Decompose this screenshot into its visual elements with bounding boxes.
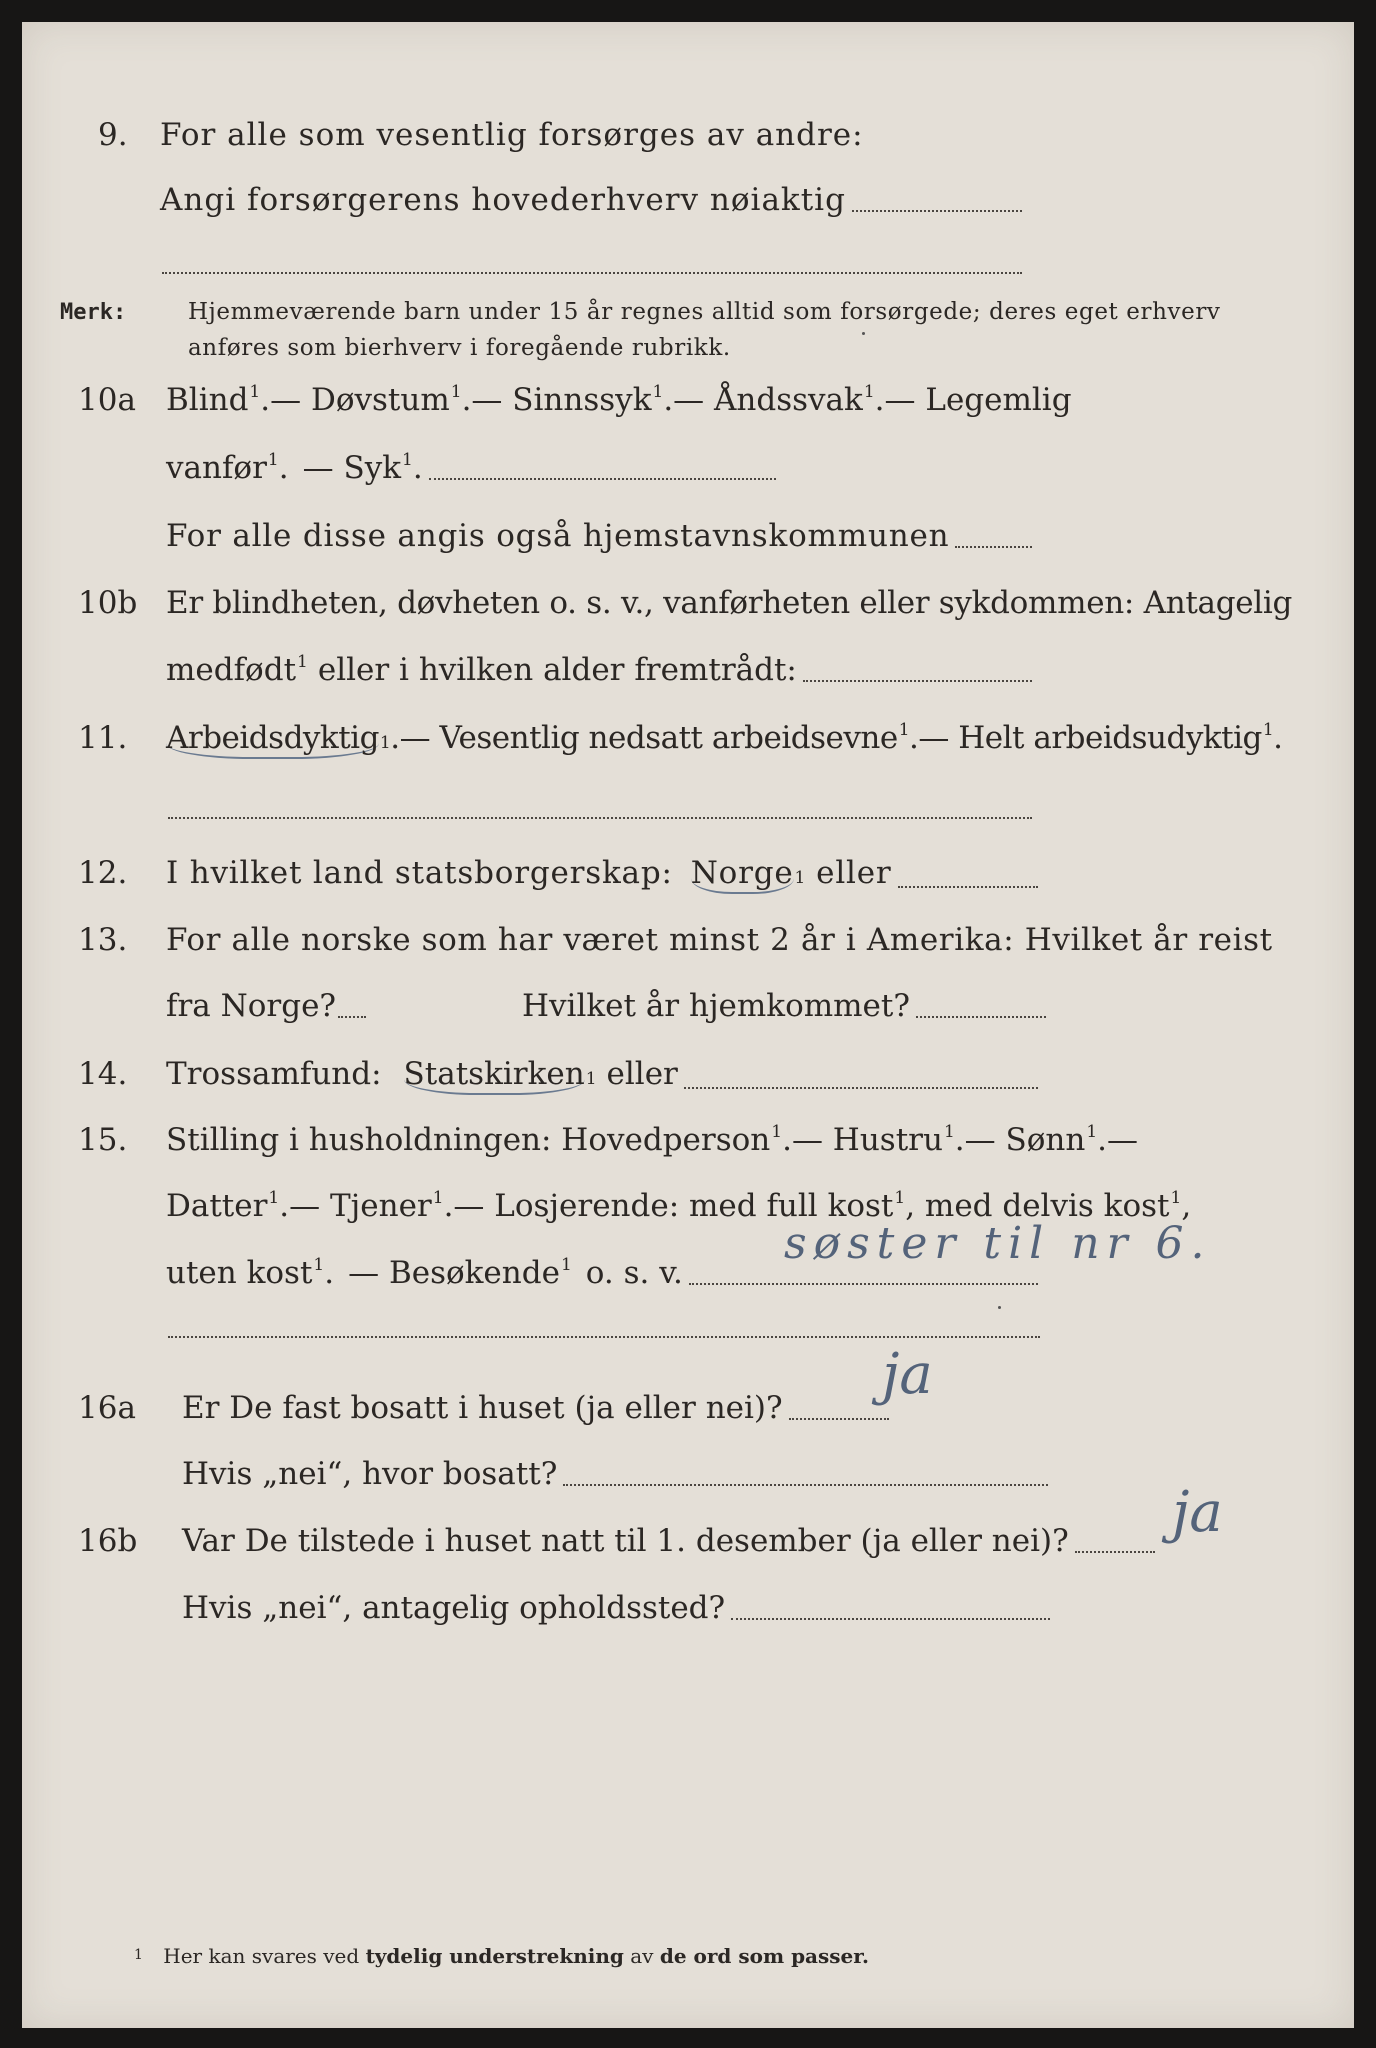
paper-speck xyxy=(998,1306,1001,1309)
q11-number: 11. xyxy=(78,720,128,756)
q13-fra-norge: fra Norge? xyxy=(166,988,337,1024)
q10b-line1-text: Er blindheten, døvheten o. s. v., vanførheten eller sykdommen: Antagelig xyxy=(166,585,1293,621)
option-tjener[interactable]: — Tjener$^1$. xyxy=(289,1188,454,1224)
q10a-line3 xyxy=(166,518,1032,554)
footnote-text-c: av xyxy=(630,1944,654,1968)
option-datter[interactable]: Datter$^1$. xyxy=(166,1188,290,1224)
q10b-number: 10b xyxy=(78,585,138,621)
q16b-line2 xyxy=(182,1590,1050,1626)
q15-dash: — xyxy=(1107,1122,1139,1158)
option-uten-kost[interactable]: uten kost$^1$. xyxy=(166,1255,335,1291)
option-norge-underlined[interactable]: Norge xyxy=(691,855,794,894)
q15-extra-line[interactable] xyxy=(168,1336,1040,1338)
merk-label xyxy=(60,294,126,331)
q10a-line1 xyxy=(166,382,1072,418)
q16a-bosatt-line[interactable] xyxy=(563,1484,1048,1486)
option-hovedperson[interactable]: Stilling i husholdningen: Hovedperson$^1$. xyxy=(166,1122,792,1158)
q13-line2a xyxy=(166,988,366,1024)
q16b-answer-line[interactable] xyxy=(1075,1551,1155,1553)
q12-line1: I hvilket land statsborgerskap: Norge 1 eller xyxy=(166,855,1038,894)
q16b-line2-text: Hvis „nei“, antagelig opholdssted? xyxy=(182,1590,726,1626)
footnote-text-d: de ord som passer. xyxy=(659,1944,869,1968)
q14-text: Trossamfund: xyxy=(166,1056,382,1092)
option-vanfor[interactable]: vanfør$^1$. xyxy=(166,450,289,486)
merk-label-text: Merk: xyxy=(60,300,127,325)
q16a-answer-line[interactable] xyxy=(789,1418,889,1420)
q16a-line1-text: Er De fast bosatt i huset (ja eller nei)? xyxy=(182,1390,783,1426)
q12-number: 12. xyxy=(78,855,128,891)
footnote-text-a: Her kan svares ved xyxy=(163,1944,360,1968)
option-blind[interactable]: Blind$^1$. xyxy=(166,382,271,418)
merk-line1: Hjemmeværende barn under 15 år regnes alltid som forsørgede; deres eget erhverv xyxy=(188,299,1221,325)
q14-number: 14. xyxy=(78,1056,128,1092)
q16b-number: 16b xyxy=(78,1523,138,1559)
option-dovstum[interactable]: — Døvstum$^1$. xyxy=(270,382,472,418)
q14-line1: Trossamfund: Statskirken 1 eller xyxy=(166,1056,1038,1095)
q16a-line2 xyxy=(182,1456,1048,1492)
q10a-answer-line[interactable] xyxy=(429,478,776,480)
paper-speck xyxy=(862,332,865,335)
q15-handwritten-answer: søster til nr 6. xyxy=(784,1218,1212,1269)
q16b-handwritten-answer: ja xyxy=(1172,1480,1223,1545)
q15-number: 15. xyxy=(78,1122,128,1158)
option-nedsatt[interactable]: — Vesentlig nedsatt arbeidsevne$^1$. xyxy=(399,720,919,756)
q16a-line2-text: Hvis „nei“, hvor bosatt? xyxy=(182,1456,558,1492)
q12-text: I hvilket land statsborgerskap: xyxy=(166,855,673,891)
footnote-text-b: tydelig understrekning xyxy=(365,1944,624,1968)
option-full-kost[interactable]: — Losjerende: med full kost$^1$, med delvis kost$^1$, xyxy=(453,1188,1192,1224)
q11-line1: Arbeidsdyktig 1 . — Vesentlig nedsatt arbeidsevne$^1$. — Helt arbeidsudyktig$^1$. xyxy=(166,720,1032,759)
q9-answer-line[interactable] xyxy=(852,210,1022,212)
q10a-line2 xyxy=(166,450,776,486)
option-hustru[interactable]: — Hustru$^1$. xyxy=(791,1122,965,1158)
q11-extra-line[interactable] xyxy=(168,817,1032,819)
q16b-line1-text: Var De tilstede i huset natt til 1. desember (ja eller nei)? xyxy=(182,1523,1069,1559)
q13-hjemkommet: Hvilket år hjemkommet? xyxy=(522,988,910,1024)
q14-eller: eller xyxy=(606,1056,678,1092)
q10b-line1 xyxy=(166,585,1293,621)
option-sinnssyk[interactable]: — Sinnssyk$^1$. xyxy=(471,382,674,418)
merk-line2: anføres som bierhverv i foregående rubrikk. xyxy=(188,335,731,361)
hjemstavnskommune-line[interactable] xyxy=(955,546,1032,548)
q16a-line1 xyxy=(182,1390,882,1426)
q13-reist-line[interactable] xyxy=(338,1016,366,1018)
q9-number: 9. xyxy=(98,117,128,153)
option-sonn[interactable]: — Sønn$^1$. xyxy=(964,1122,1108,1158)
q16b-opholdssted-line[interactable] xyxy=(731,1618,1050,1620)
q13-hjemkommet-line[interactable] xyxy=(916,1016,1046,1018)
q9-extra-line[interactable] xyxy=(162,272,1022,274)
option-arbeidsdyktig-underlined[interactable]: Arbeidsdyktig xyxy=(166,720,379,759)
q10b-line2 xyxy=(166,652,1032,688)
q10a-number: 10a xyxy=(78,382,136,418)
option-syk[interactable]: — Syk$^1$. xyxy=(302,450,423,486)
option-andssvak[interactable]: — Åndssvak$^1$. xyxy=(673,382,885,418)
q13-line2b xyxy=(522,988,1054,1024)
footnote xyxy=(134,1944,869,1968)
footnote-mark: 1 xyxy=(134,1947,143,1963)
q13-line1-text: For alle norske som har været minst 2 år i Amerika: Hvilket år reist xyxy=(166,922,1273,958)
q14-answer-line[interactable] xyxy=(684,1087,1038,1089)
q10a-line3-text: For alle disse angis også hjemstavnskommunen xyxy=(166,518,950,554)
q9-line1 xyxy=(160,117,1020,153)
q10b-answer-line[interactable] xyxy=(803,680,1032,682)
q12-answer-line[interactable] xyxy=(898,886,1038,888)
q16b-line1 xyxy=(182,1523,1069,1559)
q15-osv: o. s. v. xyxy=(585,1255,683,1291)
q15-answer-line[interactable] xyxy=(689,1283,1038,1285)
option-besokende[interactable]: — Besøkende$^1$ xyxy=(348,1255,572,1291)
q12-eller: eller xyxy=(816,855,892,891)
q16a-handwritten-answer: ja xyxy=(882,1342,933,1407)
option-udyktig[interactable]: — Helt arbeidsudyktig$^1$. xyxy=(918,720,1283,756)
q9-line2 xyxy=(160,182,1022,218)
q13-number: 13. xyxy=(78,922,128,958)
q16a-number: 16a xyxy=(78,1390,136,1426)
option-legemlig[interactable]: — Legemlig xyxy=(884,382,1072,418)
q9-line2-text: Angi forsørgerens hovederhverv nøiaktig xyxy=(160,182,846,218)
q10b-line2-text: eller i hvilken alder fremtrådt: xyxy=(317,652,797,688)
q13-line1 xyxy=(166,922,1273,958)
option-medfodt[interactable]: medfødt$^1$ xyxy=(166,652,308,688)
q9-line1-text: For alle som vesentlig forsørges av andre: xyxy=(160,117,864,153)
option-statskirken-underlined[interactable]: Statskirken xyxy=(404,1056,585,1095)
census-form-page xyxy=(22,22,1354,2028)
q15-line1 xyxy=(166,1122,1139,1158)
